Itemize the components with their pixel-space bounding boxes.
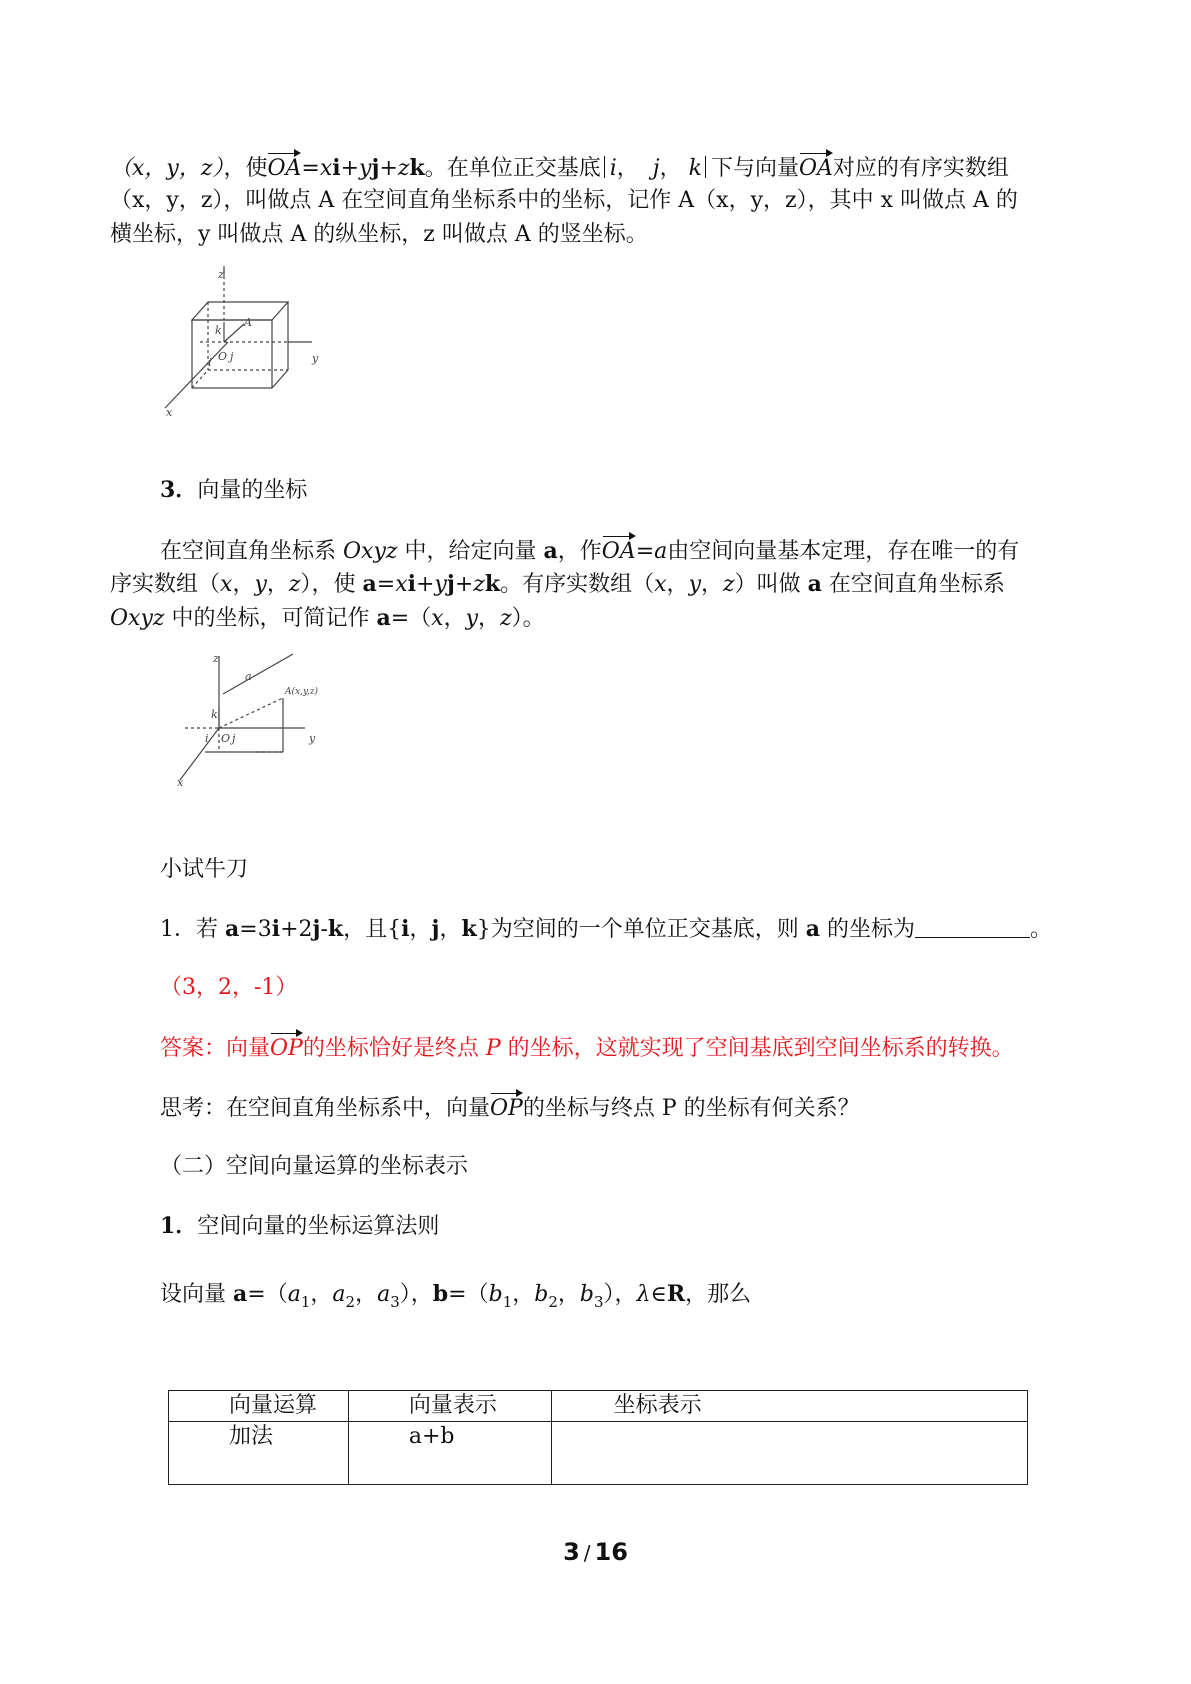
vector-coordinate-figure xyxy=(175,652,335,787)
svg-text:O: O xyxy=(218,350,228,363)
think-question: 思考：在空间直角坐标系中，向量OP的坐标与终点 P 的坐标有何关系？ xyxy=(160,1092,860,1124)
vector-OA-3: OA xyxy=(602,535,636,567)
svg-text:O: O xyxy=(221,732,231,745)
section-1-heading: 1．空间向量的坐标运算法则 xyxy=(160,1213,440,1239)
vector-OP-2: OP xyxy=(490,1092,523,1124)
svg-text:x: x xyxy=(177,776,184,787)
answer-blank xyxy=(915,917,1030,938)
cube-coordinate-figure xyxy=(160,266,340,416)
svg-text:j: j xyxy=(230,350,234,363)
svg-text:y: y xyxy=(309,732,316,745)
table-row xyxy=(169,1422,1028,1485)
para2-line1: 在空间直角坐标系 Oxyz 中，给定向量 a，作OA=a由空间向量基本定理，存在唯一的有 xyxy=(160,535,1019,567)
svg-text:A: A xyxy=(244,316,252,329)
table-cell: 加法 xyxy=(169,1422,349,1485)
vector-operations-table xyxy=(168,1390,1028,1485)
svg-text:k: k xyxy=(215,324,222,337)
para2-line2: 序实数组（x，y，z），使 a=xi+yj+zk。有序实数组（x，y，z）叫做 a 在空间直角坐标系 xyxy=(110,571,1005,597)
answer-explanation: 答案：向量OP的坐标恰好是终点 P 的坐标，这就实现了空间基底到空间坐标系的转换。 xyxy=(160,1032,1014,1064)
practice-question-1: 1．若 a=3i+2j-k，且{i，j，k}为空间的一个单位正交基底，则 a 的坐标为 。 xyxy=(160,916,1053,942)
table-header-cell: 向量表示 xyxy=(348,1391,551,1422)
answer-value: （3，2，-1） xyxy=(160,975,298,1000)
table-header-cell: 坐标表示 xyxy=(551,1391,1027,1422)
svg-text:j: j xyxy=(232,732,236,745)
para1-line3: 横坐标，y 叫做点 A 的纵坐标，z 叫做点 A 的竖坐标。 xyxy=(110,222,648,247)
vector-OA: OA xyxy=(267,152,301,184)
svg-text:z: z xyxy=(218,268,224,281)
section-3-heading: 3．向量的坐标 xyxy=(160,477,308,503)
section-ii-heading: （二）空间向量运算的坐标表示 xyxy=(160,1154,469,1179)
svg-text:A(x,y,z): A(x,y,z) xyxy=(285,687,318,697)
svg-text:a: a xyxy=(245,670,252,683)
svg-text:y: y xyxy=(312,352,319,365)
table-header-cell: 向量运算 xyxy=(169,1391,349,1422)
setup-line: 设向量 $a=(a_1$，$a_2$，$a_3$），$b=(b_1$，$b_2$，$b_3$），λ∈R，那么 xyxy=(160,1281,752,1311)
table-cell: a+b xyxy=(348,1422,551,1485)
para1-line1: （x，y，z），使OA=xi+yj+zk。在单位正交基底 i， j， k 下与向量OA对应的有序实数组 xyxy=(110,152,1009,184)
para2-line3: Oxyz 中的坐标，可简记作 a=（x，y，z）。 xyxy=(110,605,545,631)
svg-text:k: k xyxy=(211,708,218,721)
svg-text:x: x xyxy=(166,406,173,416)
svg-text:z: z xyxy=(213,652,219,665)
table-cell xyxy=(551,1422,1027,1485)
vector-OP: OP xyxy=(270,1032,303,1064)
page-number: 3 / 16 xyxy=(563,1538,628,1566)
svg-text:i: i xyxy=(205,732,209,745)
vector-OA-2: OA xyxy=(799,152,833,184)
svg-text:i: i xyxy=(208,356,212,369)
para1-line2: （x，y，z），叫做点 A 在空间直角坐标系中的坐标，记作 A（x，y，z），其中 x 叫做点 A 的 xyxy=(110,188,1018,213)
practice-heading: 小试牛刀 xyxy=(160,857,249,882)
